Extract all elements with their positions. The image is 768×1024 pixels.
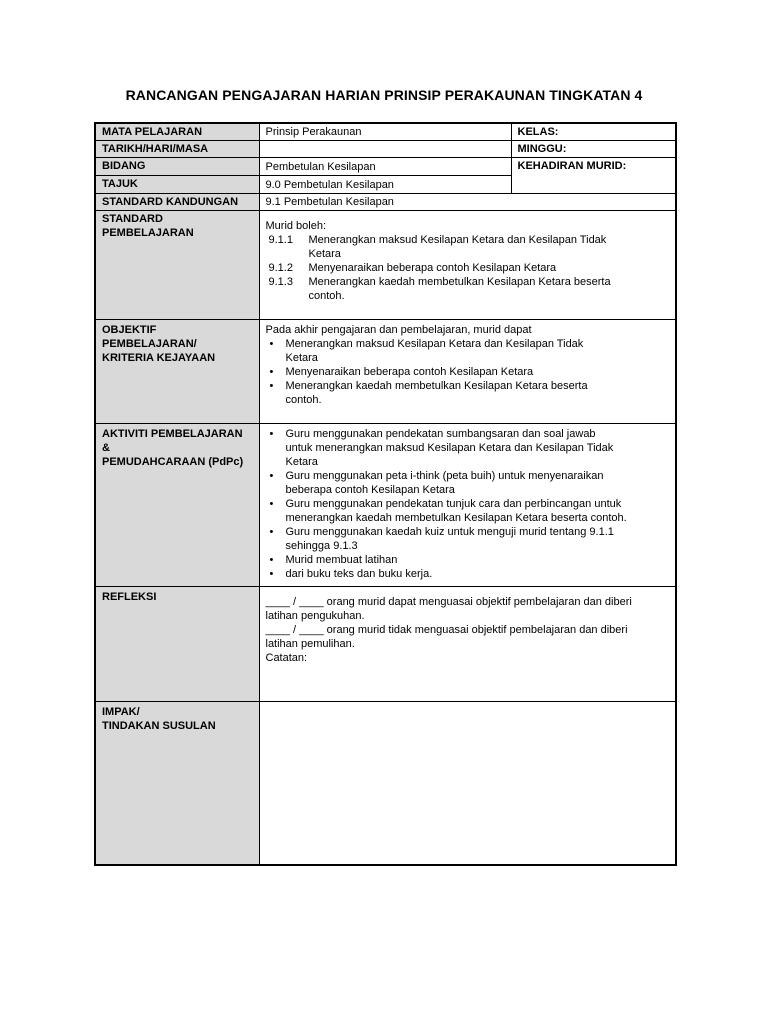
objektif-item-line: Ketara (285, 352, 318, 364)
standard-item-text-line: contoh. (308, 290, 345, 302)
objektif-item (286, 379, 670, 407)
standard-item-number: 9.1.1 (268, 234, 293, 246)
refleksi-line: ____ / ____ orang murid dapat menguasai objektif pembelajaran dan diberi (265, 596, 632, 608)
bidang-value: Pembetulan Kesilapan (259, 158, 511, 176)
objektif-list (266, 337, 670, 407)
objektif-item-line: Menyenaraikan beberapa contoh Kesilapan Ketara (285, 366, 534, 378)
standard-kandungan-value: 9.1 Pembetulan Kesilapan (259, 194, 676, 211)
aktiviti-item-line: Guru menggunakan kaedah kuiz untuk menguji murid tentang 9.1.1 (285, 526, 614, 538)
impak-label-line2: TINDAKAN SUSULAN (102, 720, 216, 732)
standard-pembelajaran-label (95, 211, 259, 320)
aktiviti-item (286, 553, 670, 567)
impak-label-line1: IMPAK/ (102, 706, 140, 718)
standard-item-number: 9.1.2 (268, 262, 293, 274)
objektif-item (286, 365, 670, 379)
impak-value (259, 702, 676, 865)
standard-pembelajaran-intro: Murid boleh: (265, 220, 327, 232)
tajuk-value: 9.0 Pembetulan Kesilapan (259, 176, 511, 194)
refleksi-catatan: Catatan: (265, 652, 308, 664)
standard-item-text-line: Ketara (308, 248, 341, 260)
minggu-label: MINGGU: (511, 141, 676, 158)
aktiviti-item-line: sehingga 9.1.3 (285, 540, 358, 552)
refleksi-line: latihan pemulihan. (265, 638, 355, 650)
standard-pembelajaran-content (259, 211, 676, 320)
aktiviti-item-line: untuk menerangkan maksud Kesilapan Ketara dan Kesilapan Tidak (285, 442, 614, 454)
refleksi-content (259, 587, 676, 702)
objektif-label-line2: KRITERIA KEJAYAAN (102, 352, 216, 364)
refleksi-label: REFLEKSI (95, 587, 259, 702)
standard-item-text: Menyenaraikan beberapa contoh Kesilapan Ketara (308, 262, 557, 274)
objektif-content (259, 320, 676, 424)
standard-item-text-line: Menerangkan maksud Kesilapan Ketara dan Kesilapan Tidak (308, 234, 607, 246)
tajuk-label: TAJUK (95, 176, 259, 194)
objektif-label-line1: OBJEKTIF PEMBELAJARAN/ (102, 324, 197, 350)
aktiviti-item-line: Guru menggunakan pendekatan tunjuk cara dan perbincangan untuk (285, 498, 622, 510)
standard-item (266, 233, 670, 261)
kelas-label: KELAS: (511, 123, 676, 141)
standard-pembelajaran-label-line2: PEMBELAJARAN (102, 227, 194, 239)
aktiviti-item-line: Murid membuat latihan (285, 554, 398, 566)
mata-pelajaran-value: Prinsip Perakaunan (259, 123, 511, 141)
aktiviti-item (286, 469, 670, 497)
objektif-item (286, 337, 670, 365)
aktiviti-item (286, 525, 670, 553)
objektif-item-line: Menerangkan maksud Kesilapan Ketara dan Kesilapan Tidak (285, 338, 584, 350)
aktiviti-item-line: beberapa contoh Kesilapan Ketara (285, 484, 455, 496)
refleksi-line: ____ / ____ orang murid tidak menguasai objektif pembelajaran dan diberi (265, 624, 628, 636)
refleksi-line: latihan pengukuhan. (265, 610, 365, 622)
objektif-item-line: Menerangkan kaedah membetulkan Kesilapan Ketara beserta (285, 380, 588, 392)
aktiviti-item-line: Ketara (285, 456, 318, 468)
tarikh-value (259, 141, 511, 158)
mata-pelajaran-label: MATA PELAJARAN (95, 123, 259, 141)
tarikh-label: TARIKH/HARI/MASA (95, 141, 259, 158)
kehadiran-label: KEHADIRAN MURID: (511, 158, 676, 194)
standard-item (266, 261, 670, 275)
aktiviti-label-line1: AKTIVITI PEMBELAJARAN & (102, 428, 243, 454)
aktiviti-label-line2: PEMUDAHCARAAN (PdPc) (102, 456, 244, 468)
aktiviti-item (286, 427, 670, 469)
aktiviti-item-line: dari buku teks dan buku kerja. (285, 568, 433, 580)
standard-item (266, 275, 670, 303)
bidang-label: BIDANG (95, 158, 259, 176)
aktiviti-content (259, 424, 676, 587)
objektif-label (95, 320, 259, 424)
aktiviti-item (286, 497, 670, 525)
standard-kandungan-label: STANDARD KANDUNGAN (95, 194, 259, 211)
standard-item-text-line: Menerangkan kaedah membetulkan Kesilapan Ketara beserta (308, 276, 611, 288)
aktiviti-item-line: Guru menggunakan peta i-think (peta buih) untuk menyenaraikan (285, 470, 604, 482)
aktiviti-item (286, 567, 670, 581)
impak-label (95, 702, 259, 865)
objektif-intro: Pada akhir pengajaran dan pembelajaran, murid dapat (265, 324, 532, 336)
standard-item-text (309, 275, 670, 303)
aktiviti-item-line: menerangkan kaedah membetulkan Kesilapan Ketara beserta contoh. (285, 512, 627, 524)
aktiviti-label (95, 424, 259, 587)
standard-item-number: 9.1.3 (268, 276, 293, 288)
objektif-item-line: contoh. (285, 394, 322, 406)
aktiviti-item-line: Guru menggunakan pendekatan sumbangsaran dan soal jawab (285, 428, 596, 440)
standard-item-text (309, 233, 670, 261)
standard-pembelajaran-label-line1: STANDARD (102, 213, 163, 225)
aktiviti-list (266, 427, 670, 581)
lesson-plan-table (94, 122, 677, 866)
page-title: RANCANGAN PENGAJARAN HARIAN PRINSIP PERAKAUNAN TINGKATAN 4 (125, 87, 643, 103)
